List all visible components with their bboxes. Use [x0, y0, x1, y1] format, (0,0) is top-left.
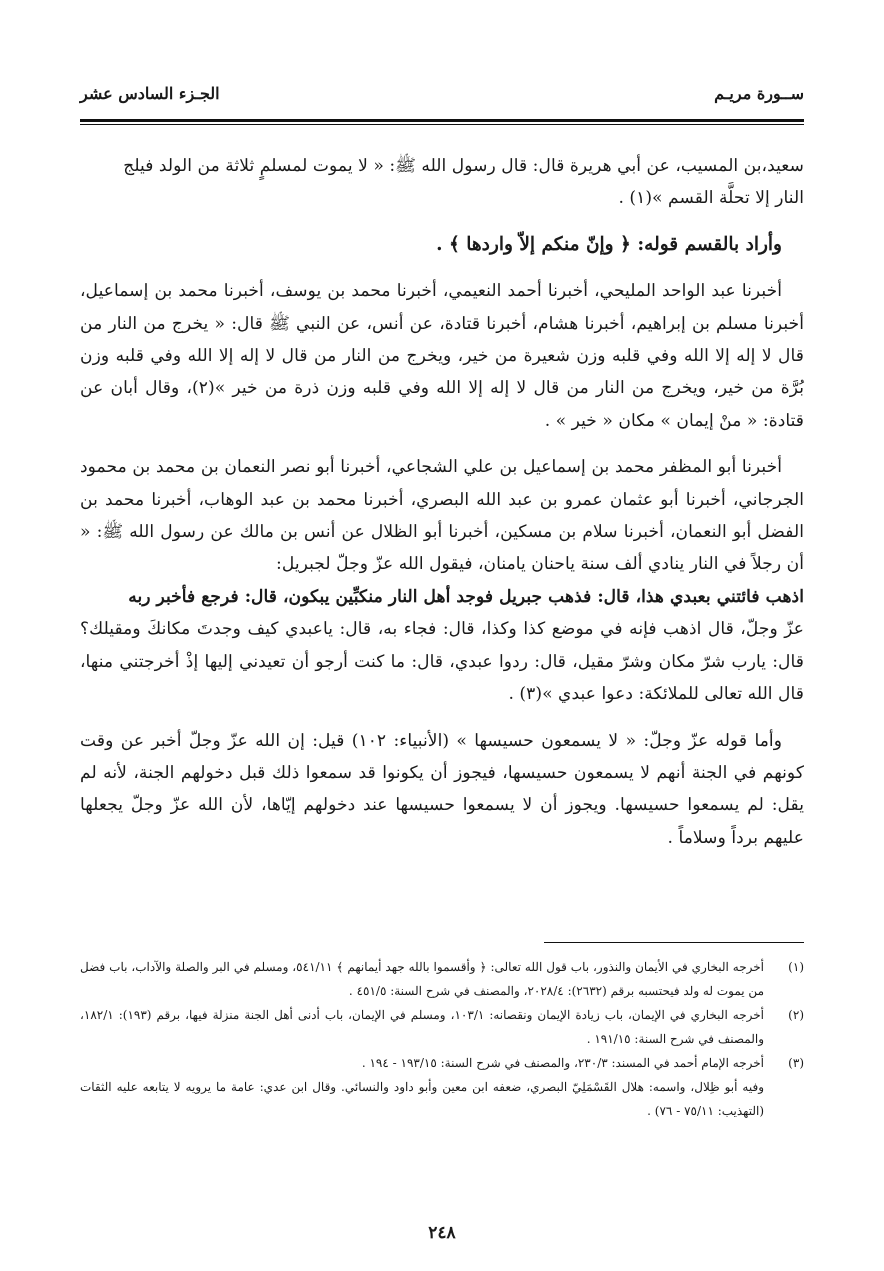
paragraph-commentary: وأما قوله عزّ وجلّ: « لا يسمعون حسيسها » (الأنبياء: ١٠٢) قيل: إن الله عزّ وجلّ أخبر عن وقت كونهم في الجنة أنهم لا يسمعون حسيسها، فيجوز أن يكونوا قد سمعوا ذلك قبل دخولهم الجنة، لأنه لم يقل: لم يسمعوا حسيسها. ويجوز أن لا يسمعوا حسيسها عند دخولهم إيّاها، لأن الله عزّ وجلّ يجعلها عليهم برداً وسلاماً . — [80, 730, 804, 848]
footnote-text: أخرجه الإمام أحمد في المسند: ٢٣٠/٣، والمصنف في شرح السنة: ١٩٣/١٥ - ١٩٤ . — [361, 1056, 764, 1070]
paragraph-1-line-1: سعيد،بن المسيب، عن أبي هريرة قال: قال رسول الله ﷺ: « لا يموت لمسلمٍ ثلاثة من الولد فيلج — [123, 156, 804, 176]
footnote-text: أخرجه البخاري في الأيمان والنذور، باب قول الله تعالى: ﴿ وأقسموا بالله جهد أيمانهم ﴾ ٥٤١/١١، ومسلم في البر والصلة والآداب، باب فضل من يموت له ولد فيحتسبه برقم (٢٦٣٢): ٢٠٢٨/٤، والمصنف في شرح السنة: ٤٥١/٥ . — [80, 960, 764, 998]
paragraph-hadith-1: أخبرنا عبد الواحد المليحي، أخبرنا أحمد النعيمي، أخبرنا محمد بن يوسف، أخبرنا محمد بن إسماعيل، أخبرنا مسلم بن إبراهيم، أخبرنا هشام، أخبرنا قتادة، عن أنس، عن النبي ﷺ قال: « يخرج من النار من قال لا إله إلا الله وفي قلبه وزن شعيرة من خير، ويخرج من النار من قال لا إله إلا الله وفي قلبه وزن بُرَّة من خير، ويخرج من النار من قال لا إله إلا الله وفي قلبه وزن ذرة من خير »(٢)، وقال أبان عن قتادة: « منْ إيمان » مكان « خير » . — [80, 281, 805, 431]
footnote-rule — [544, 942, 804, 943]
paragraph-hadith-2-a: أخبرنا أبو المظفر محمد بن إسماعيل بن علي الشجاعي، أخبرنا أبو نصر النعمان بن محمد بن محمود الجرجاني، أخبرنا أبو عثمان عمرو بن عبد الله البصري، أخبرنا محمد بن عبد الوهاب، أخبرنا محمد بن الفضل أبو النعمان، أخبرنا سلام بن مسكين، أخبرنا أبو الظلال عن أنس بن مالك عن رسول الله ﷺ: « أن رجلاً في النار ينادي ألف سنة ياحنان يامنان، فيقول الله عزّ وجلّ لجبريل: — [80, 457, 804, 575]
footnote-number: (٢) — [788, 1008, 804, 1022]
footnote-number: (٣) — [788, 1056, 804, 1070]
footnote-number — [764, 1075, 804, 1123]
paragraph-1-line-2: النار إلا تحلَّة القسم »(١) . — [618, 188, 804, 209]
footnote-3 — [80, 1051, 804, 1075]
main-text — [80, 150, 804, 854]
footnote-text: وفيه أبو ظِلال، واسمه: هلال القَسْمَلِيّ البصري، ضعفه ابن معين وأبو داود والنسائي. وقال ابن عدي: عامة ما يرويه لا يتابعه عليه الثقات (التهذيب: ٧٥/١١ - ٧٦) . — [80, 1080, 764, 1118]
header-rule-thick — [80, 119, 804, 122]
footnote-number: (١) — [788, 960, 804, 974]
volume-title: الجـزء السادس عشر — [80, 84, 220, 103]
paragraph-hadith-2-c: عزّ وجلّ، قال اذهب فإنه في موضع كذا وكذا، قال: فجاء به، قال: ياعبدي كيف وجدتَ مكانكَ ومقيلك؟ قال: يارب شرّ مكان وشرّ مقيل، قال: ردوا عبدي، قال: ما كنت أرجو أن تعيدني إليها إذْ أخرجتني منها، قال الله تعالى للملائكة: دعوا عبدي »(٣) . — [80, 619, 804, 705]
footnote-text: أخرجه البخاري في الإيمان، باب زيادة الإيمان ونقصانه: ١٠٣/١، ومسلم في الإيمان، باب أدنى أهل الجنة منزلة فيها، برقم (١٩٣): ١٨٢/١، والمصنف في شرح السنة: ١٩١/١٥ . — [80, 1008, 764, 1046]
running-header — [80, 84, 804, 108]
header-rule-thin — [80, 124, 804, 125]
surah-title: ســورة مريـم — [714, 84, 804, 103]
page-number: ٢٤٨ — [428, 1223, 456, 1243]
footnote-3-continued — [80, 1075, 804, 1123]
footnote-2 — [80, 1003, 804, 1051]
footnotes — [80, 955, 804, 1123]
paragraph-hadith-2-b: اذهب فائتني بعبدي هذا، قال: فذهب جبريل فوجد أهل النار منكبِّين يبكون، قال: فرجع فأخبر ربه — [128, 586, 804, 607]
paragraph-verse: وأراد بالقسم قوله: ﴿ وإنّ منكم إلاّ واردها ﴾ . — [436, 233, 782, 255]
footnote-1 — [80, 955, 804, 1003]
